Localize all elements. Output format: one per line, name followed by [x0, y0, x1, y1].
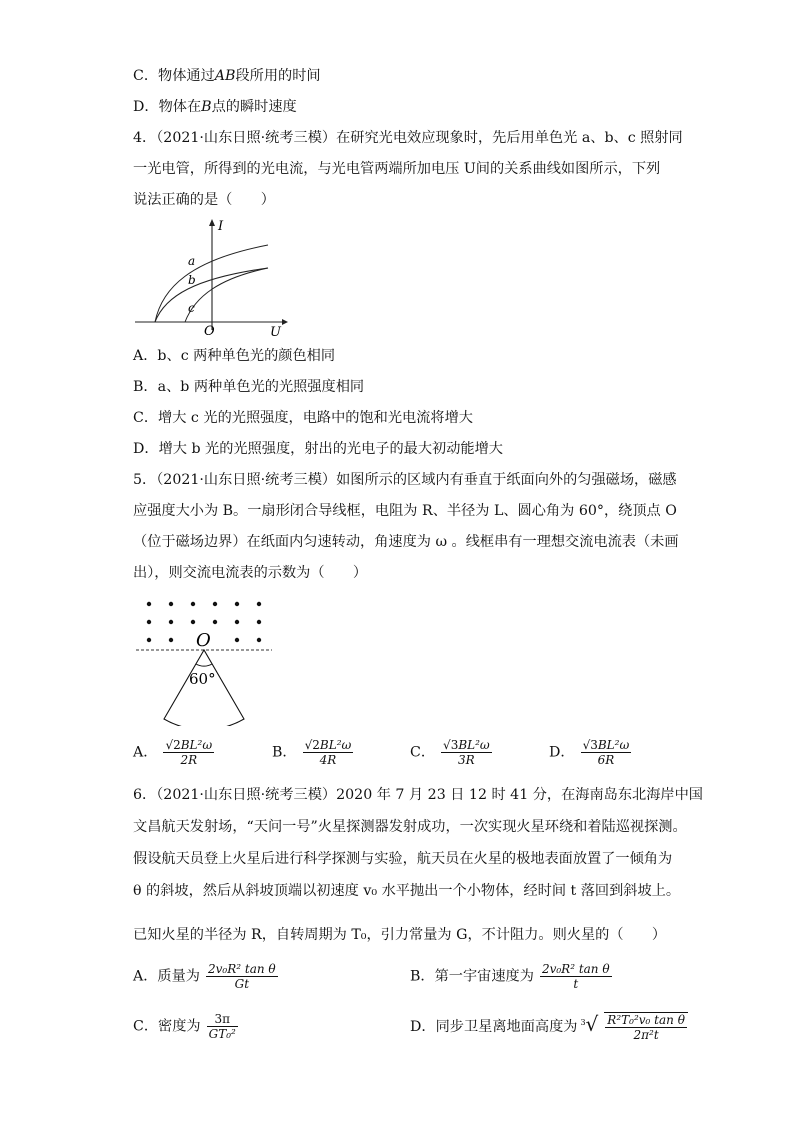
q6-option-c: C．密度为 $\frac{3\pi}{\text{GT₀²}}$: [133, 1012, 236, 1041]
q6-stem-line4: θ 的斜坡，然后从斜坡顶端以初速度 v₀ 水平抛出一个小物体，经时间 t 落回到斜坡上。: [133, 883, 681, 899]
label-c: c: [188, 301, 195, 315]
q3-option-d: D．物体在B点的瞬时速度: [133, 99, 297, 115]
q4-option-d: D．增大 b 光的光照强度，射出的光电子的最大初动能增大: [133, 441, 503, 457]
q6-stem-line5: 已知火星的半径为 R，自转周期为 T₀，引力常量为 G，不计阻力。则火星的（ ）: [133, 927, 667, 943]
q5-stem-line2: 应强度大小为 B。一扇形闭合导线框，电阻为 R、半径为 L、圆心角为 60°，绕顶点 O: [133, 503, 677, 519]
q5-stem-line1: 5．（2021·山东日照·统考三模）如图所示的区域内有垂直于纸面向外的匀强磁场，磁感: [133, 472, 677, 488]
q3-option-c: C．物体通过AB段所用的时间: [133, 68, 321, 84]
center-label-O: O: [196, 630, 211, 651]
q6-stem-line2: 文昌航天发射场，“天问一号”火星探测器发射成功，一次实现火星环绕和着陆巡视探测。: [133, 819, 687, 835]
q5-option-d: D． $\frac{\text{√3BL²ω}}{6R}$: [549, 738, 630, 767]
angle-arc: [196, 664, 212, 666]
q5-sector-figure: [134, 594, 274, 726]
label-U: U: [270, 325, 281, 338]
q5-option-a: A． $\frac{\text{√2BL²ω}}{2R}$: [133, 738, 213, 767]
q4-option-a: A．b、c 两种单色光的颜色相同: [133, 348, 336, 364]
q4-stem-line3: 说法正确的是（ ）: [133, 192, 275, 208]
q5-stem-line3: （位于磁场边界）在纸面内匀速转动，角速度为 ω 。线框串有一理想交流电流表（未画: [133, 534, 679, 550]
q4-stem-line1: 4．（2021·山东日照·统考三模）在研究光电效应现象时，先后用单色光 a、b、c 照射同: [133, 130, 683, 146]
q6-stem-line3: 假设航天员登上火星后进行科学探测与实验，航天员在火星的极地表面放置了一倾角为: [133, 851, 673, 867]
x-axis-arrow: [282, 319, 288, 325]
sector-frame: [164, 650, 244, 726]
label-b: b: [188, 273, 196, 287]
q6-option-d: D．同步卫星离地面高度为 $^3$√ $\frac{\text{R²T₀²v₀ tan θ}}{\text{2π²t}}$: [410, 1012, 688, 1042]
q5-stem-line4: 出），则交流电流表的示数为（ ）: [133, 565, 368, 581]
y-axis-arrow: [209, 219, 215, 226]
q5-option-b: B． $\frac{\text{√2BL²ω}}{4R}$: [272, 738, 352, 767]
label-I: I: [218, 219, 224, 234]
q4-option-b: B．a、b 两种单色光的光照强度相同: [133, 379, 365, 395]
label-a: a: [188, 254, 196, 268]
q6-option-b: B．第一宇宙速度为 $\frac{\text{2v₀R² tan θ}}{t}$: [410, 962, 610, 991]
q6-option-a: A．质量为 $\frac{\text{2v₀R² tan θ}}{Gt}$: [133, 962, 276, 991]
q4-iu-graph: [130, 218, 290, 338]
angle-label: 60°: [189, 670, 216, 688]
label-O: O: [204, 324, 215, 338]
q5-option-c: C． $\frac{\text{√3BL²ω}}{3R}$: [410, 738, 490, 767]
q6-stem-line1: 6．（2021·山东日照·统考三模）2020 年 7 月 23 日 12 时 41 分，在海南岛东北海岸中国: [133, 787, 703, 803]
q4-option-c: C．增大 c 光的光照强度，电路中的饱和光电流将增大: [133, 410, 473, 426]
q4-stem-line2: 一光电管，所得到的光电流，与光电管两端所加电压 U间的关系曲线如图所示，下列: [133, 161, 661, 177]
